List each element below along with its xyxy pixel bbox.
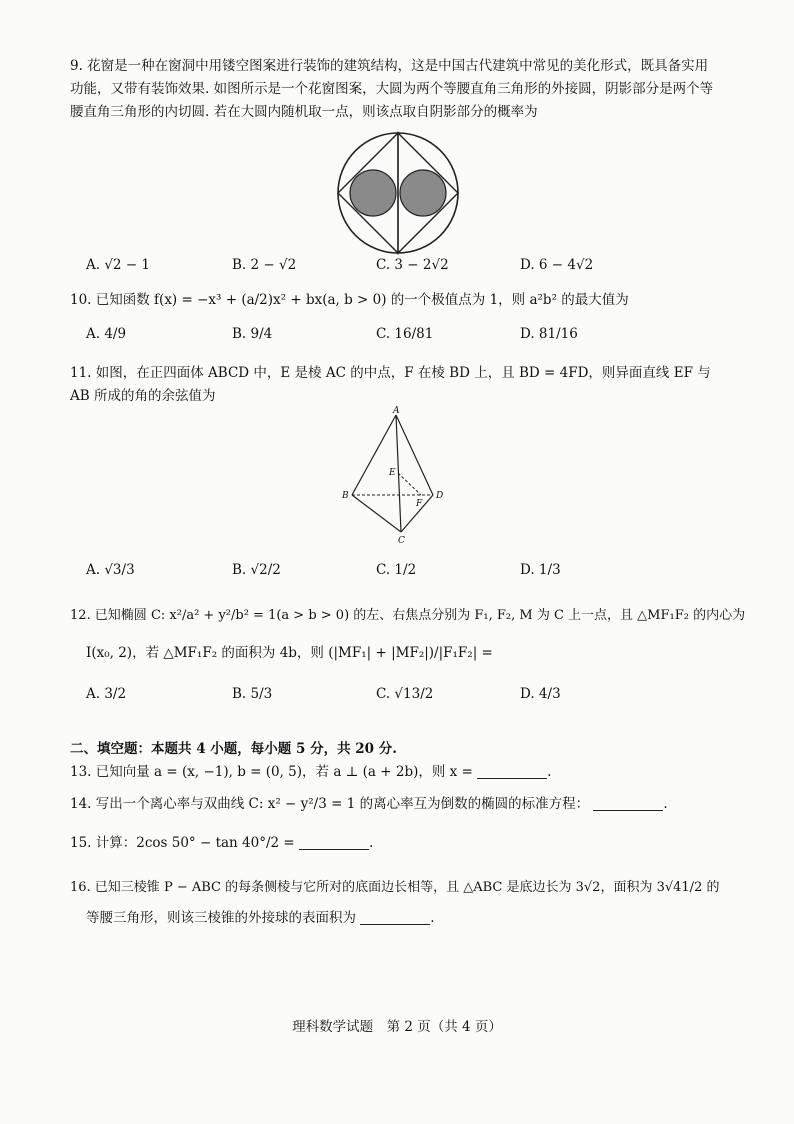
- question-15-text: 15. 计算：2cos 50° − tan 40°/2 =: [70, 835, 295, 851]
- label-e: E: [389, 468, 396, 478]
- label-d: D: [436, 491, 444, 501]
- tetrahedron-figure: [335, 405, 455, 545]
- option-b: B. 2 − √2: [232, 257, 297, 273]
- option-b: B. 5/3: [232, 686, 273, 702]
- answer-blank: [593, 796, 663, 811]
- option-d: D. 6 − 4√2: [520, 257, 594, 273]
- question-12-options: [86, 686, 646, 710]
- label-f: F: [416, 499, 423, 509]
- question-14: [70, 793, 730, 816]
- question-16-line2: [86, 907, 718, 930]
- question-16-end: .: [430, 910, 435, 926]
- option-a: A. √2 − 1: [86, 257, 151, 273]
- question-14-text: 14. 写出一个离心率与双曲线 C: x² − y²/3 = 1 的离心率互为倒数的椭圆的标准方程：: [70, 796, 590, 812]
- answer-blank: [360, 910, 430, 925]
- label-b: B: [342, 491, 349, 501]
- answer-blank: [477, 764, 547, 779]
- question-16-text: 等腰三角形，则该三棱锥的外接球的表面积为: [86, 910, 356, 926]
- option-c: C. 3 − 2√2: [376, 257, 449, 273]
- option-b: B. √2/2: [232, 562, 281, 578]
- shaded-circle-left: [350, 170, 396, 216]
- question-16-line1: 16. 已知三棱锥 P − ABC 的每条侧棱与它所对的底面边长相等，且 △ABC 是底边长为 3√2，面积为 3√41/2 的: [70, 880, 720, 895]
- question-12-line2: I(x₀, 2)，若 △MF₁F₂ 的面积为 4b，则 (|MF₁| + |MF₂|)/|F₁F₂| =: [86, 645, 493, 661]
- option-d: D. 81/16: [520, 326, 578, 342]
- flower-window-figure: [333, 128, 463, 258]
- question-11-text: 11. 如图，在正四面体 ABCD 中，E 是棱 AC 的中点，F 在棱 BD 上，且 BD = 4FD，则异面直线 EF 与 AB 所成的角的余弦值为: [70, 365, 711, 404]
- page-footer: 理科数学试题 第 2 页（共 4 页）: [292, 1019, 502, 1035]
- label-c: C: [398, 536, 405, 545]
- option-c: C. 1/2: [376, 562, 417, 578]
- section-2-heading: 二、填空题：本题共 4 小题，每小题 5 分，共 20 分.: [70, 741, 397, 757]
- question-10-text: 10. 已知函数 f(x) = −x³ + (a/2)x² + bx(a, b > 0) 的一个极值点为 1，则 a²b² 的最大值为: [70, 292, 629, 308]
- question-15-end: .: [369, 835, 374, 851]
- question-10-options: [86, 326, 646, 350]
- option-d: D. 4/3: [520, 686, 561, 702]
- option-a: A. 4/9: [86, 326, 127, 342]
- question-12-line1: 12. 已知椭圆 C: x²/a² + y²/b² = 1(a > b > 0) 的左、右焦点分别为 F₁, F₂, M 为 C 上一点，且 △MF₁F₂ 的内心为: [70, 608, 746, 623]
- question-9-options: [86, 257, 646, 281]
- option-a: A. √3/3: [86, 562, 135, 578]
- answer-blank: [299, 835, 369, 850]
- option-a: A. 3/2: [86, 686, 127, 702]
- question-13-text: 13. 已知向量 a = (x, −1), b = (0, 5)，若 a ⊥ (a + 2b)，则 x =: [70, 764, 473, 780]
- label-a: A: [393, 406, 400, 416]
- question-13: [70, 761, 718, 784]
- question-13-end: .: [547, 764, 552, 780]
- option-b: B. 9/4: [232, 326, 273, 342]
- question-11-options: [86, 562, 646, 586]
- option-d: D. 1/3: [520, 562, 561, 578]
- option-c: C. √13/2: [376, 686, 434, 702]
- shaded-circle-right: [400, 170, 446, 216]
- question-9-text: 9. 花窗是一种在窗洞中用镂空图案进行装饰的建筑结构，这是中国古代建筑中常见的美化形式，既具备实用功能，又带有装饰效果. 如图所示是一个花窗图案，大圆为两个等腰直角三角形的外接圆，阴影部分是两个等腰直角三角形的内切圆. 若在大圆内随机取一点，则该点取自阴影部分的概率为: [70, 58, 714, 120]
- option-c: C. 16/81: [376, 326, 434, 342]
- question-14-end: .: [663, 796, 668, 812]
- question-15: [70, 832, 718, 855]
